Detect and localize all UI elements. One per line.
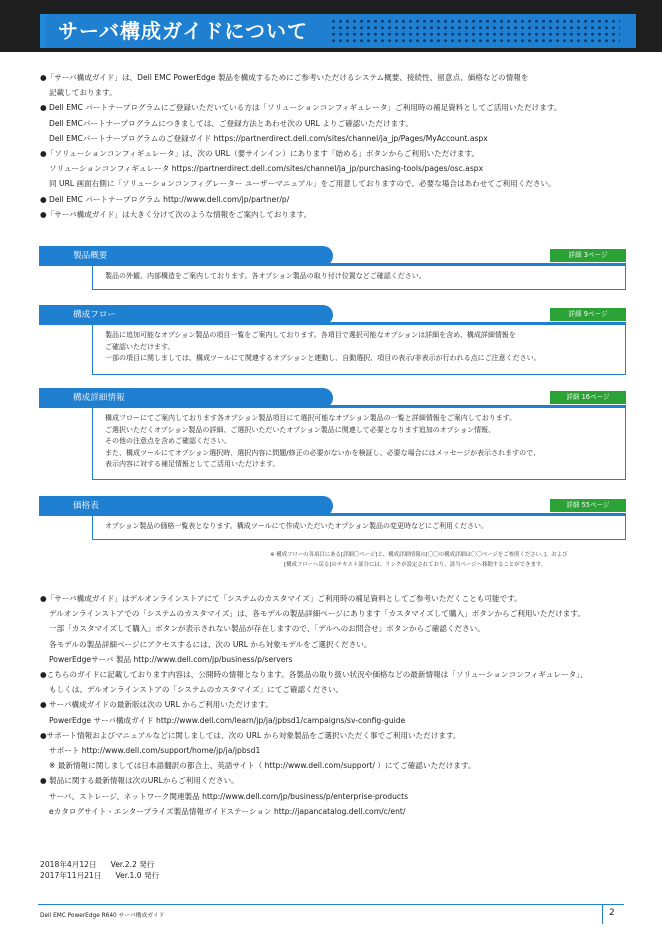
page-link-badge[interactable]: 詳細 16ページ: [550, 391, 626, 404]
footer-divider: [602, 904, 603, 924]
revision-row: [40, 859, 159, 870]
section-line: 一部の項目に関しましては、構成ツールにて関連するオプションと連動し、自動選択、項目の表示/非表示が行われる点にご注意ください。: [105, 354, 541, 363]
intro-line: ●「ソリューションコンフィギュレータ」は、次の URL（要サインイン）にあります「始める」ボタンからご利用いただけます。: [40, 149, 480, 159]
section-config-details: [39, 388, 626, 486]
usage-line: 各モデルの製品詳細ページにアクセスするには、次の URL から対象モデルをご選択ください。: [49, 639, 372, 649]
usage-line: ● サーバ構成ガイドの最新版は次の URL からご利用いただけます。: [40, 700, 273, 710]
section-price-list: [39, 496, 626, 542]
page-number: 2: [609, 908, 615, 918]
usage-line: PowerEdgeサーバ 製品 http://www.dell.com/jp/business/p/servers: [49, 654, 293, 664]
intro-line: ● Dell EMC パートナープログラムにご登録いただいている方は「ソリューションコンフィギュレータ」ご利用時の補足資料としてご活用いただけます。: [40, 103, 562, 113]
section-title: 価格表: [73, 501, 99, 511]
revision-version: Ver.2.2 発行: [110, 860, 155, 869]
footer-doc-title: Dell EMC PowerEdge R640 サーバ構成ガイド: [40, 913, 165, 919]
page-link-badge[interactable]: 詳細 3ページ: [550, 249, 626, 262]
revision-date: 2018年4月12日: [40, 860, 97, 869]
page-title: サーバ構成ガイドについて: [58, 19, 308, 43]
section-line: 製品の外観、内部構造をご案内しております。各オプション製品の取り付け位置などご確認ください。: [105, 272, 426, 280]
section-product-overview: [39, 246, 626, 292]
section-title: 構成フロー: [73, 310, 116, 320]
intro-line: 記載しております。: [49, 88, 117, 98]
footer-rule: [38, 904, 624, 905]
section-line: ご選択いただくオプション製品の詳細、ご選択いただいたオプション製品に関連して必要となります追加のオプション情報、: [105, 425, 496, 434]
section-header: [39, 496, 333, 516]
usage-line: ● 製品に関する最新情報は次のURLからご利用ください。: [40, 776, 239, 786]
usage-line: サポート http://www.dell.com/support/home/jp/ja/jpbsd1: [49, 746, 261, 756]
section-line: また、構成ツールにてオプション選択時、選択内容に問題/修正の必要がないかを検証し、必要な場合にはメッセージが表示されますので、: [105, 448, 541, 457]
usage-line: ●サポート情報およびマニュアルなどに関しましては、次の URL から対象製品をご選択いただく事でご利用いただけます。: [40, 730, 461, 740]
intro-line: Dell EMCパートナープログラムのご登録ガイド https://partnerdirect.dell.com/sites/channel/ja_jp/Pages/MyAccount.aspx: [49, 133, 488, 143]
section-title: 構成詳細情報: [73, 393, 125, 403]
intro-line: 同 URL 画面右側に「ソリューションコンフィグレーター ユーザーマニュアル」をご用意しておりますので、必要な場合はあわせてご利用ください。: [49, 179, 556, 189]
section-body: [92, 516, 626, 540]
usage-line: eカタログサイト - エンタープライズ製品情報ガイドステーション http://japancatalog.dell.com/c/ent/: [49, 806, 406, 816]
section-line: オプション製品の価格一覧表となります。構成ツールにて作成いただいたオプション製品の変更時などにご利用ください。: [105, 522, 489, 530]
usage-line: もしくは、デルオンラインストアの「システムのカスタマイズ」にてご確認ください。: [49, 685, 344, 695]
revision-date: 2017年11月21日: [40, 871, 102, 880]
intro-text: [40, 70, 640, 222]
section-title: 製品概要: [73, 251, 108, 261]
usage-line: ●こちらのガイドに記載しております内容は、公開時の情報となります。各製品の取り扱い状況や価格などの最新情報は「ソリューションコンフィギュレータ」、: [40, 670, 588, 680]
section-line: 表示内容に対する補足情報としてご活用いただけます。: [105, 460, 280, 469]
revision-version: Ver.1.0 発行: [115, 871, 160, 880]
usage-line: PowerEdge サーバ構成ガイド http://www.dell.com/learn/jp/ja/jpbsd1/campaigns/sv-config-guide: [49, 715, 406, 725]
section-body: [92, 266, 626, 290]
section-body: [92, 408, 626, 480]
section-header: [39, 388, 333, 408]
page-link-badge[interactable]: 詳細 9ページ: [550, 308, 626, 321]
section-config-flow: [39, 305, 626, 375]
link-note: [270, 550, 640, 570]
header-dot-pattern: [330, 18, 620, 44]
intro-line: Dell EMCパートナープログラムにつきましては、ご登録方法とあわせ次の URL よりご確認いただけます。: [49, 118, 413, 128]
usage-line: 一部「カスタマイズして購入」ボタンが表示されない製品が存在しますので、「デルへのお問合せ」ボタンからご確認ください。: [49, 624, 485, 634]
intro-line: ●「サーバ構成ガイド」は、Dell EMC PowerEdge 製品を構成するためにご参考いただけるシステム概要、接続性、留意点、価格などの情報を: [40, 73, 529, 82]
intro-line: ● Dell EMC パートナープログラム http://www.dell.com/jp/partner/p/: [40, 194, 290, 204]
section-line: その他の注意点を含めご確認ください。: [105, 437, 231, 446]
section-header: [39, 246, 333, 266]
section-line: 構成フローにてご案内しております各オプション製品項目にて選択可能なオプション製品の一覧と詳細情報をご案内しております。: [105, 414, 517, 422]
usage-line: デルオンラインストアでの「システムのカスタマイズ」は、各モデルの製品詳細ページにあります「カスタマイズして購入」ボタンからご利用いただけます。: [49, 609, 585, 619]
usage-text: [40, 591, 640, 819]
intro-line: ソリューションコンフィギュレータ https://partnerdirect.dell.com/sites/channel/ja_jp/purchasing-tools/pages/osc.aspx: [49, 164, 484, 174]
section-line: ご確認いただけます。: [105, 342, 175, 351]
revision-row: [40, 870, 159, 881]
usage-line: ●「サーバ構成ガイド」はデルオンラインストアにて「システムのカスタマイズ」ご利用時の補足資料としてご参考いただくことも可能です。: [40, 594, 522, 603]
note-line: ※ 構成フローの各項目にある[詳細〇ページ]と、構成詳細情報の[〇〇の構成詳細は〇〇ページをご参照ください。]、および: [270, 552, 568, 558]
section-header: [39, 305, 333, 325]
note-line: [構成フローへ戻る]のテキスト部分には、リンクが設定されており、該当ページへ移動することができます。: [284, 562, 547, 568]
section-body: [92, 325, 626, 375]
revision-history: [40, 859, 159, 881]
intro-line: ●「サーバ構成ガイド」は大きく分けて次のような情報をご案内しております。: [40, 209, 312, 219]
usage-line: サーバ、ストレージ、ネットワーク関連製品 http://www.dell.com/jp/business/p/enterprise-products: [49, 791, 409, 801]
section-line: 製品に追加可能なオプション製品の項目一覧をご案内しております。各項目で選択可能なオプションは詳細を含め、構成詳細情報を: [105, 331, 516, 339]
page-link-badge[interactable]: 詳細 55ページ: [550, 499, 626, 512]
usage-line: ※ 最新情報に関しましては日本語翻訳の都合上、英語サイト（ http://www.dell.com/support/ ）にてご確認いただけます。: [49, 761, 476, 771]
